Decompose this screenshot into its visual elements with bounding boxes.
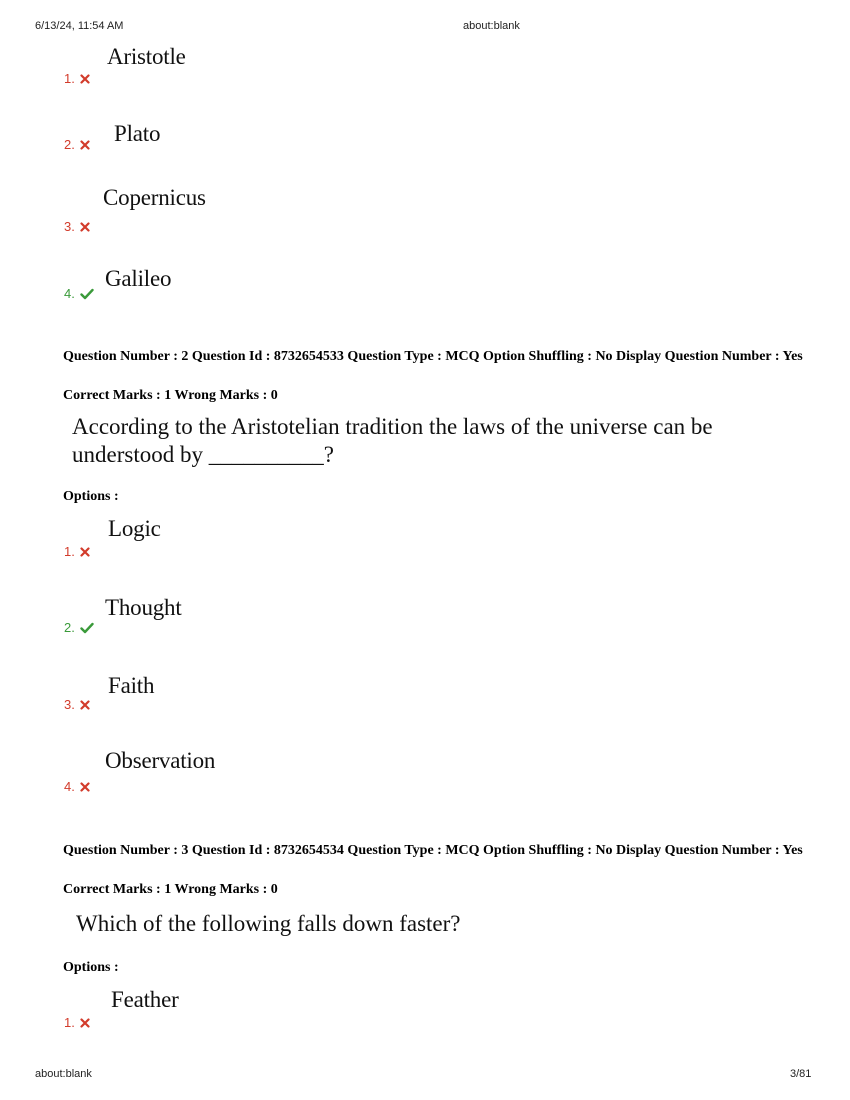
q3-option-1-marker [64,1015,90,1030]
q1-option-3-marker [64,219,90,234]
print-page-number: 3/81 [790,1068,812,1080]
option-number: 2. [64,620,75,635]
option-number: 4. [64,286,75,301]
q2-option-1-marker [64,544,90,559]
x-mark-icon [80,782,90,792]
option-number: 3. [64,697,75,712]
q1-option-2-marker [64,137,90,152]
q2-option-4-marker [64,779,90,794]
x-mark-icon [80,74,90,84]
q2-option-3-text: Faith [108,673,155,698]
x-mark-icon [80,547,90,557]
q1-option-3-text: Copernicus [103,185,206,210]
q3-meta-line: Question Number : 3 Question Id : 8732654534 Question Type : MCQ Option Shuffling : No Display Question Number : Yes [63,843,803,858]
check-mark-icon [80,288,94,300]
option-number: 1. [64,544,75,559]
q1-option-1-marker [64,71,90,86]
q3-marks-line: Correct Marks : 1 Wrong Marks : 0 [63,882,278,897]
q2-option-4-text: Observation [105,748,216,773]
q2-marks-line: Correct Marks : 1 Wrong Marks : 0 [63,388,278,403]
q2-options-label: Options : [63,489,119,504]
q2-option-2-marker [64,620,94,635]
option-number: 3. [64,219,75,234]
x-mark-icon [80,700,90,710]
q2-option-2-text: Thought [105,595,182,620]
q2-option-3-marker [64,697,90,712]
option-number: 1. [64,1015,75,1030]
q2-meta-line: Question Number : 2 Question Id : 8732654533 Question Type : MCQ Option Shuffling : No Display Question Number : Yes [63,349,803,364]
q2-question-text: According to the Aristotelian tradition the laws of the universe can be understood by __________? [72,414,713,467]
x-mark-icon [80,1018,90,1028]
option-number: 2. [64,137,75,152]
q3-options-label: Options : [63,960,119,975]
q1-option-4-marker [64,286,94,301]
option-number: 1. [64,71,75,86]
x-mark-icon [80,140,90,150]
q3-option-1-text: Feather [111,987,179,1012]
print-datetime: 6/13/24, 11:54 AM [35,20,124,32]
q1-option-2-text: Plato [114,121,161,146]
q1-option-4-text: Galileo [105,266,172,291]
print-url-footer: about:blank [35,1068,92,1080]
q2-option-1-text: Logic [108,516,161,541]
x-mark-icon [80,222,90,232]
option-number: 4. [64,779,75,794]
q3-question-text: Which of the following falls down faster? [76,911,461,936]
q1-option-1-text: Aristotle [107,44,186,69]
print-url-header: about:blank [463,20,520,32]
check-mark-icon [80,622,94,634]
